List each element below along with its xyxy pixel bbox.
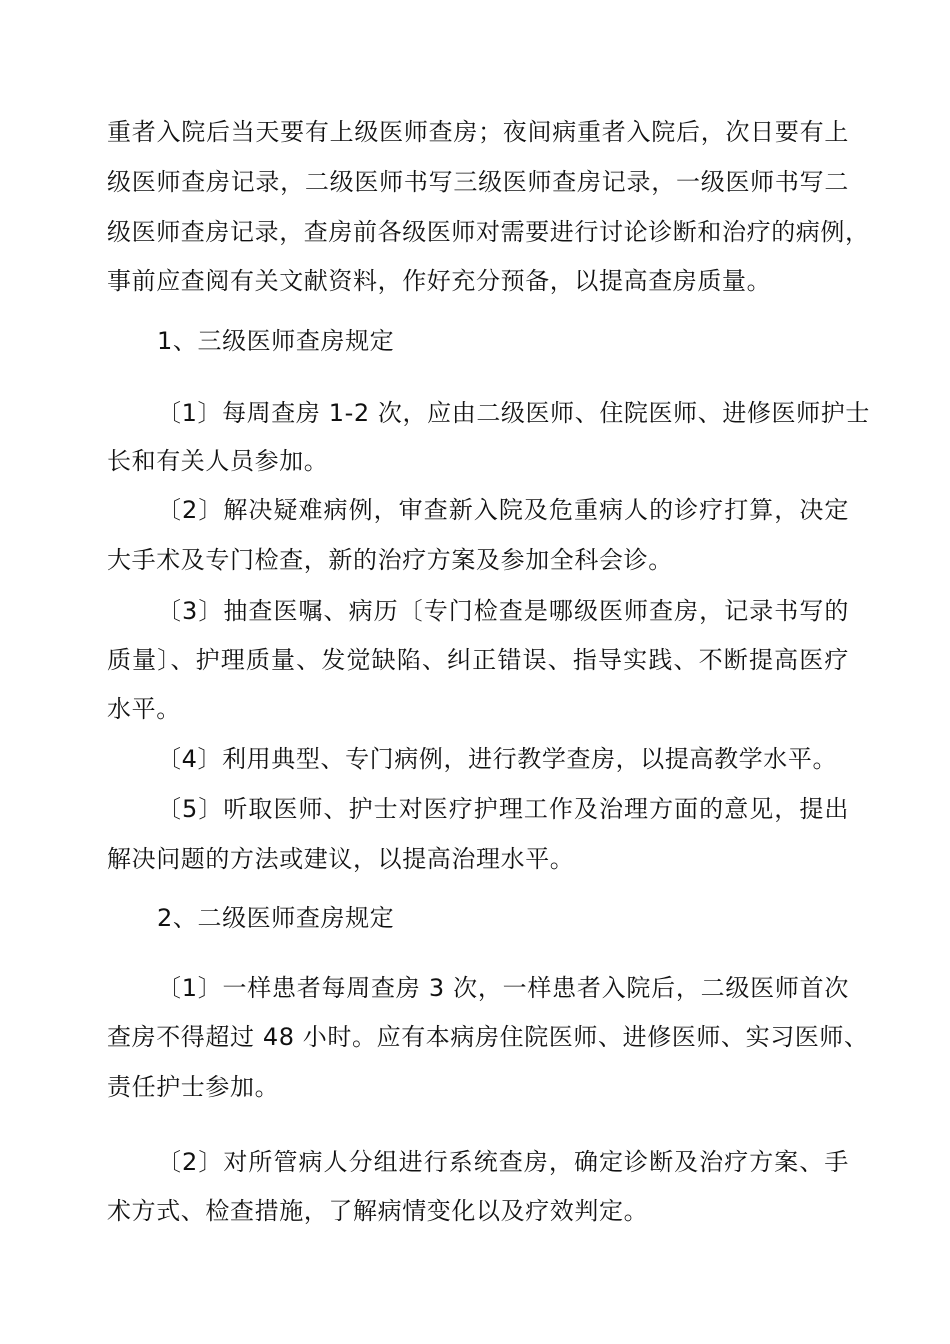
list-item-line: 〔2〕解决疑难病例，审查新入院及危重病人的诊疗打算，决定 [157,496,849,524]
paragraph-line: 重者入院后当天要有上级医师查房；夜间病重者入院后，次日要有上 [107,118,849,146]
paragraph-line: 级医师查房记录，二级医师书写三级医师查房记录，一级医师书写二 [107,168,849,196]
list-item-line: 〔1〕每周查房 1-2 次，应由二级医师、住院医师、进修医师护士 [157,399,870,427]
list-item-line: 责任护士参加。 [107,1073,280,1101]
list-item-line: 长和有关人员参加。 [107,447,329,475]
list-item-line: 大手术及专门检查，新的治疗方案及参加全科会诊。 [107,546,673,574]
list-item-line: 〔5〕听取医师、护士对医疗护理工作及治理方面的意见，提出 [157,795,849,823]
paragraph-line: 事前应查阅有关文献资料，作好充分预备，以提高查房质量。 [107,267,772,295]
list-item-line: 〔2〕对所管病人分组进行系统查房，确定诊断及治疗方案、手 [157,1148,849,1176]
list-item-line: 质量〕、护理质量、发觉缺陷、纠正错误、指导实践、不断提高医疗 [107,646,849,674]
list-item-line: 水平。 [107,695,181,723]
list-item-line: 术方式、检查措施，了解病情变化以及疗效判定。 [107,1197,649,1225]
list-item-line: 〔1〕一样患者每周查房 3 次，一样患者入院后，二级医师首次 [157,974,849,1002]
list-item-line: 查房不得超过 48 小时。应有本病房住院医师、进修医师、实习医师、 [107,1023,869,1051]
paragraph-line: 级医师查房记录，查房前各级医师对需要进行讨论诊断和治疗的病例， [107,218,870,246]
list-item-line: 〔3〕抽查医嘱、病历〔专门检查是哪级医师查房，记录书写的 [157,597,849,625]
section-heading: 1、三级医师查房规定 [157,327,395,355]
list-item-line: 解决问题的方法或建议，以提高治理水平。 [107,845,575,873]
section-heading: 2、二级医师查房规定 [157,904,395,932]
list-item-line: 〔4〕利用典型、专门病例，进行教学查房，以提高教学水平。 [157,745,838,773]
